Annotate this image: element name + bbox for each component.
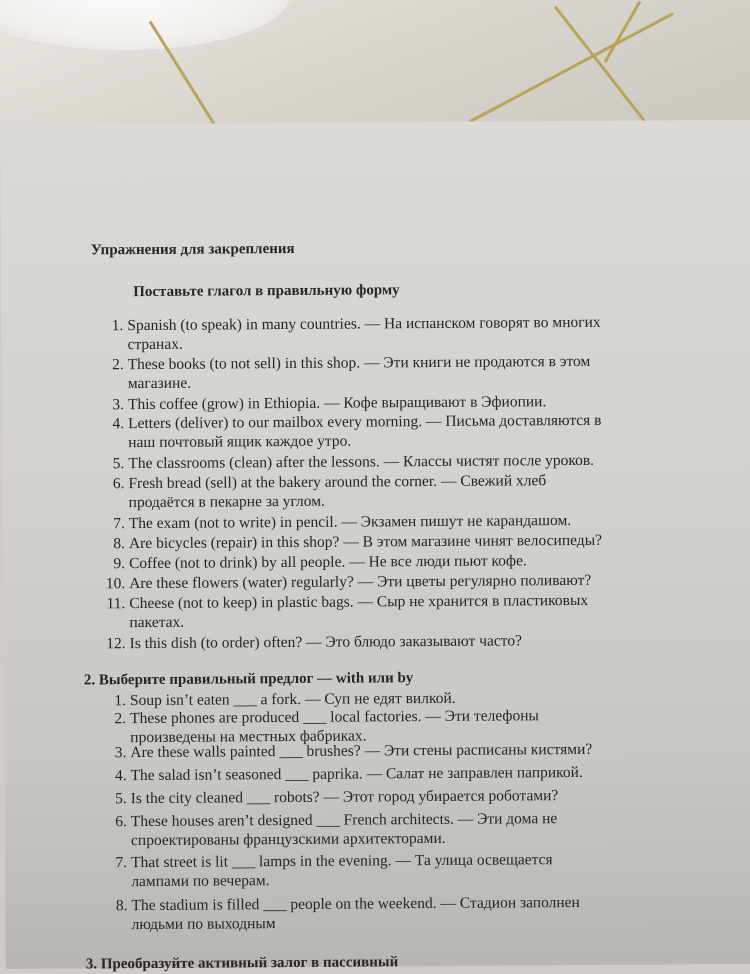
item-text: Are these walls painted ___ brushes? — Эти стены расписаны кистями?: [130, 740, 593, 762]
item-continuation: произведены на местных фабриках.: [130, 727, 367, 747]
item-continuation: спроектированы французскими архитекторами.: [130, 829, 446, 850]
item-continuation: лампами по вечерам.: [131, 872, 270, 891]
item-text: Spanish (to speak) in many countries. — На испанском говорят во многих: [127, 313, 601, 335]
item-continuation: магазине.: [127, 374, 192, 393]
list-item: [100, 472, 546, 493]
item-continuation: наш почтовый ящик каждое утро.: [128, 432, 352, 452]
list-item: [102, 707, 539, 728]
paper-sheet: [0, 120, 750, 973]
item-number: 6.: [115, 813, 127, 831]
item-continuation: странах.: [127, 335, 183, 354]
item-text: Coffee (not to drink) by all people. — Не все люди пьют кофе.: [129, 552, 527, 573]
list-item: [100, 452, 594, 473]
item-text: These houses aren’t designed ___ French architects. — Эти дома не: [130, 810, 558, 831]
item-number: 11.: [106, 595, 126, 613]
list-item: [100, 353, 591, 374]
list-item: [100, 393, 546, 414]
list-item: [103, 851, 553, 872]
item-text: Cheese (not to keep) in plastic bags. — Сыр не хранится в пластиковых: [129, 591, 589, 613]
item-number: 10.: [105, 575, 126, 593]
list-item: [101, 532, 602, 553]
item-text: Are these flowers (water) regularly? — Эти цветы регулярно поливают?: [129, 571, 592, 593]
list-item: [101, 512, 571, 533]
section-2-title: 2. Выберите правильный предлог — with или by: [83, 670, 414, 689]
item-number: 4.: [114, 767, 127, 785]
item-text: Soup isn’t eaten ___ a fork. — Суп не едят вилкой.: [129, 689, 456, 710]
list-item: [100, 412, 602, 433]
list-item: [101, 592, 588, 613]
item-text: Fresh bread (sell) at the bakery around the corner. — Свежий хлеб: [128, 472, 547, 493]
item-continuation: продаётся в пекарне за углом.: [128, 492, 325, 512]
item-number: 5.: [115, 790, 127, 808]
item-text: The exam (not to write) in pencil. — Экзамен пишут не карандашом.: [128, 512, 572, 533]
list-item: [101, 572, 591, 593]
item-text: The stadium is filled ___ people on the weekend. — Стадион заполнен: [131, 893, 580, 915]
item-text: Are bicycles (repair) in this shop? — В этом магазине чинят велосипеды?: [128, 531, 603, 553]
list-item: [103, 787, 559, 808]
item-continuation: людьми по выходным: [131, 915, 276, 934]
page-title: Упражнения для закрепления: [90, 240, 295, 259]
item-number: 5.: [112, 455, 125, 473]
list-item: [102, 741, 592, 762]
list-item: [103, 894, 579, 915]
item-text: The classrooms (clean) after the lessons. — Классы чистят после уроков.: [128, 451, 595, 473]
item-text: This coffee (grow) in Ethiopia. — Кофе выращивают в Эфиопии.: [127, 393, 547, 414]
item-number: 6.: [112, 475, 125, 493]
item-number: 7.: [113, 515, 125, 533]
white-dish: [0, 0, 290, 50]
item-text: Is the city cleaned ___ robots? — Этот город убирается роботами?: [130, 787, 559, 808]
item-number: 3.: [112, 396, 125, 414]
tile-seam: [554, 6, 649, 126]
item-text: The salad isn’t seasoned ___ paprika. — Салат не заправлен паприкой.: [130, 763, 583, 785]
list-item: [101, 552, 527, 573]
item-number: 8.: [115, 897, 128, 915]
list-item: [102, 632, 522, 653]
item-number: 1.: [111, 317, 124, 335]
section-3-title: 3. Преобразуйте активный залог в пассивный: [85, 954, 399, 973]
item-number: 8.: [113, 535, 125, 553]
item-number: 9.: [113, 555, 126, 573]
item-text: That street is lit ___ lamps in the evening. — Та улица освещается: [131, 851, 553, 872]
item-number: 2.: [114, 710, 127, 728]
list-item: [103, 810, 557, 831]
list-item: [99, 314, 600, 335]
list-item: [102, 764, 582, 785]
item-text: Letters (deliver) to our mailbox every morning. — Письма доставляются в: [128, 411, 602, 433]
item-number: 1.: [114, 692, 127, 710]
item-number: 7.: [115, 854, 128, 872]
item-text: These phones are produced ___ local factories. — Эти телефоны: [130, 707, 539, 728]
item-number: 4.: [112, 415, 125, 433]
item-number: 3.: [114, 744, 127, 762]
item-continuation: пакетах.: [129, 613, 185, 632]
item-text: Is this dish (to order) often? — Это блюдо заказывают часто?: [129, 632, 523, 653]
item-number: 2.: [111, 356, 124, 374]
exercise-subtitle: Поставьте глагол в правильную форму: [133, 282, 400, 301]
item-text: These books (to not sell) in this shop. — Эти книги не продаются в этом: [127, 352, 591, 374]
item-number: 12.: [106, 635, 126, 653]
